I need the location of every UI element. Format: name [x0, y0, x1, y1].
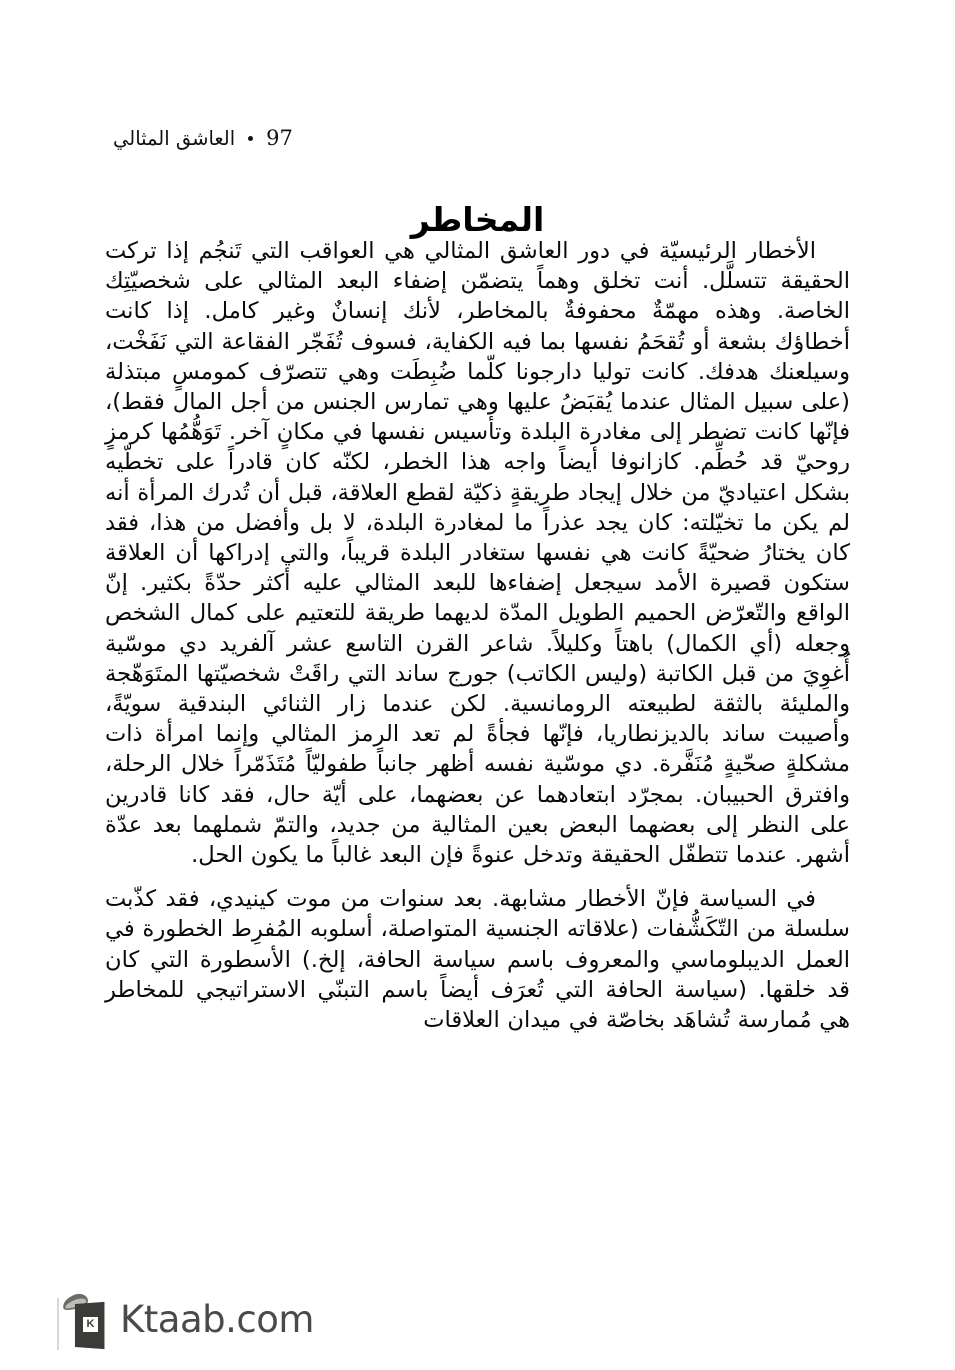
watermark-brand-text: Ktaab.com	[120, 1297, 314, 1341]
site-watermark	[62, 1290, 314, 1348]
running-head	[113, 128, 293, 149]
book-logo-icon	[62, 1290, 108, 1348]
body-text-column	[105, 236, 850, 1039]
running-head-title: العاشق المثالي	[113, 126, 236, 150]
bullet-separator-icon	[248, 136, 253, 141]
logo-letter: K	[83, 1317, 98, 1332]
chapter-title: المخاطر	[410, 200, 545, 240]
body-paragraph-2: في السياسة فإنّ الأخطار مشابهة. بعد سنوات من موت كينيدي، فقد كذّبت سلسلة من التّكَشُّفات (علاقاته الجنسية المتواصلة، أسلوبه المُفرِط الخطورة في العمل الديبلوماسي والمعروف باسم سياسة الحافة، إلخ.) الأسطورة التي كان قد خلقها. (سياسة الحافة التي تُعرَف أيضاً باسم التبنّي الاستراتيجي للمخاطر هي مُمارسة تُشاهَد بخاصّة في ميدان العلاقات	[105, 886, 850, 1034]
body-paragraph-1: الأخطار الرئيسيّة في دور العاشق المثالي هي العواقب التي تَنجُم إذا تركت الحقيقة تتسلَّل. أنت تخلق وهماً يتضمّن إضفاء البعد المثالي على شخصيّتِك الخاصة. وهذه مهمّةٌ محفوفةٌ بالمخاطر، لأنك إنسانٌ وغير كامل. إذا كانت أخطاؤك بشعة أو تُقحَمُ نفسها بما فيه الكفاية، فسوف تُفَجّر الفقاعة التي نَفَخْت، وسيلعنك هدفك. كانت توليا دارجونا كلّما ضُبِطَت وهي تتصرّف كمومسٍ مبتذلة (على سبيل المثال عندما يُقبَضُ عليها وهي تمارس الجنس من أجل المال فقط)، فإنّها كانت تضطر إلى مغادرة البلدة وتأسيس نفسها في مكانٍ آخر. تَوَهُّمُها كرمزٍ روحيّ قد حُطِّم. كازانوفا أيضاً واجه هذا الخطر، لكنّه كان قادراً على تخطّيه بشكل اعتياديّ من خلال إيجاد طريقةٍ ذكيّة لقطع العلاقة، قبل أن تُدرك المرأة أنه لم يكن ما تخيّلته: كان يجد عذراً ما لمغادرة البلدة، لا بل وأفضل من هذا، فقد كان يختارُ ضحيّةً كانت هي نفسها ستغادر البلدة قريباً، والتي إدراكها أن العلاقة ستكون قصيرة الأمد سيجعل إضفاءها للبعد المثالي عليه أكثر حدّةً بكثير. إنّ الواقع والتّعرّض الحميم الطويل المدّة لديهما طريقة للتعتيم على كمال الشخص وجعله (أي الكمال) باهتاً وكليلاً. شاعر القرن التاسع عشر آلفريد دي موسّية أُغوِيَ من قبل الكاتبة (وليس الكاتب) جورج ساند التي راقَتْ شخصيّتها المتَوَهّجة والمليئة بالثقة لطبيعته الرومانسية. لكن عندما زار الثنائي البندقية سويّةً، وأصيبت ساند بالديزنطاريا، فإنّها فجأةً لم تعد الرمز المثالي وإنما امرأة ذات مشكلةٍ صحّيةٍ مُنَفَّرة. دي موسّية نفسه أظهر جانباً طفوليّاً مُتَذَمّراً خلال الرحلة، وافترق الحبيبان. بمجرّد ابتعادهما عن بعضهما، على أيّة حال، فقد كانا قادرين على النظر إلى بعضهما البعض بعين المثالية من جديد، والتمّ شملهما بعد عدّة أشهر. عندما تتطفّل الحقيقة وتدخل عنوةً فإن البعد غالباً ما يكون الحل.	[105, 238, 850, 869]
page-edge-mark	[57, 1298, 59, 1350]
page-number: 97	[266, 126, 293, 150]
